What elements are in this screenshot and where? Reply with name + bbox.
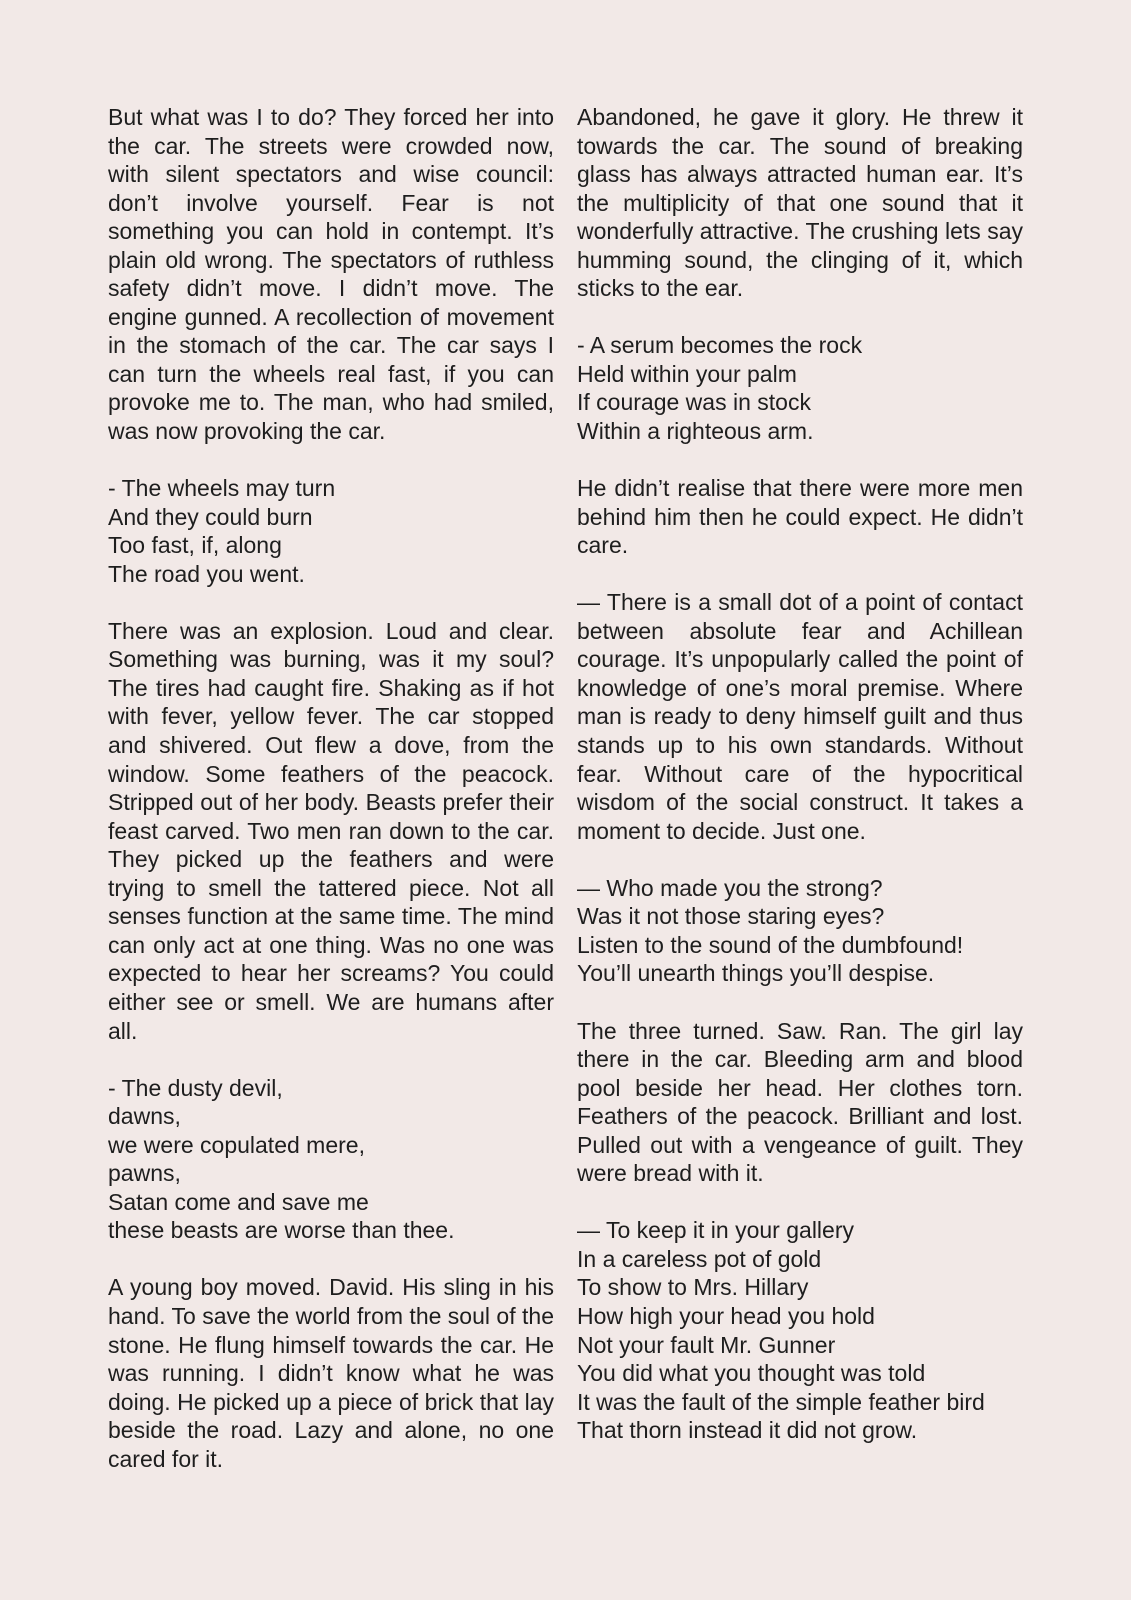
- verse-line: How high your head you hold: [577, 1302, 875, 1329]
- verse-line: Held within your palm: [577, 360, 797, 387]
- paragraph: — There is a small dot of a point of contact between absolute fear and Achillean courage. It’s unpopularly called the point of knowledge of one’s moral premise. Where man is ready to deny himself guilt and thus stands up to his own standards. Without fear. Without care of the hypocritical wisdom of the social construct. It takes a moment to decide. Just one.: [577, 589, 1023, 844]
- verse-line: If courage was in stock: [577, 389, 811, 416]
- verse-line: That thorn instead it did not grow.: [577, 1417, 918, 1444]
- paragraph: He didn’t realise that there were more men behind him then he could expect. He didn’t care.: [577, 475, 1023, 559]
- verse-line: Too fast, if, along: [108, 532, 282, 559]
- verse-line: It was the fault of the simple feather bird: [577, 1388, 985, 1415]
- verse-line: these beasts are worse than thee.: [108, 1217, 455, 1244]
- verse-line: The road you went.: [108, 560, 305, 587]
- verse-line: - A serum becomes the rock: [577, 332, 863, 359]
- verse-line: Not your fault Mr. Gunner: [577, 1331, 836, 1358]
- verse-line: pawns,: [108, 1160, 181, 1187]
- verse-line: we were copulated mere,: [108, 1131, 365, 1158]
- verse-line: Satan come and save me: [108, 1188, 369, 1215]
- paragraph: Abandoned, he gave it glory. He threw it towards the car. The sound of breaking glass has always attracted human ear. It’s the multiplicity of that one sound that it wonderfully attractive. The crushing lets say humming sound, the clinging of it, which sticks to the ear.: [577, 104, 1023, 302]
- verse-line: — Who made you the strong?: [577, 874, 883, 901]
- paragraph: The three turned. Saw. Ran. The girl lay there in the car. Bleeding arm and blood pool beside her head. Her clothes torn. Feathers of the peacock. Brilliant and lost. Pulled out with a vengeance of guilt. They were bread with it.: [577, 1017, 1023, 1187]
- verse-line: - The wheels may turn: [108, 475, 336, 502]
- verse: [577, 331, 1023, 445]
- verse-line: - The dusty devil,: [108, 1074, 283, 1101]
- verse-line: dawns,: [108, 1103, 181, 1130]
- verse-line: — To keep it in your gallery: [577, 1217, 854, 1244]
- verse-line: To show to Mrs. Hillary: [577, 1274, 809, 1301]
- verse-line: Listen to the sound of the dumbfound!: [577, 931, 964, 958]
- paragraph: There was an explosion. Loud and clear. Something was burning, was it my soul? The tires had caught fire. Shaking as if hot with fever, yellow fever. The car stopped and shivered. Out flew a dove, from the window. Some feathers of the peacock. Stripped out of her body. Beasts prefer their feast carved. Two men ran down to the car. They picked up the feathers and were trying to smell the tattered piece. Not all senses function at the same time. The mind can only act at one thing. Was no one was expected to hear her screams? You could either see or smell. We are humans after all.: [108, 617, 554, 1044]
- verse: [108, 474, 554, 588]
- paragraph: A young boy moved. David. His sling in his hand. To save the world from the soul of the stone. He flung himself towards the car. He was running. I didn’t know what he was doing. He picked up a piece of brick that lay beside the road. Lazy and alone, no one cared for it.: [108, 1274, 554, 1472]
- verse-line: In a careless pot of gold: [577, 1245, 822, 1272]
- paragraph: But what was I to do? They forced her into the car. The streets were crowded now, with silent spectators and wise council: don’t involve yourself. Fear is not something you can hold in contempt. It’s plain old wrong. The spectators of ruthless safety didn’t move. I didn’t move. The engine gunned. A recollection of movement in the stomach of the car. The car says I can turn the wheels real fast, if you can provoke me to. The man, who had smiled, was now provoking the car.: [108, 104, 554, 445]
- verse: [577, 874, 1023, 988]
- verse-line: Was it not those staring eyes?: [577, 903, 885, 930]
- verse-line: You’ll unearth things you’ll despise.: [577, 960, 935, 987]
- verse-line: You did what you thought was told: [577, 1360, 926, 1387]
- right-column: [577, 103, 1023, 1473]
- verse-line: And they could burn: [108, 503, 313, 530]
- verse-line: Within a righteous arm.: [577, 418, 814, 445]
- verse: [108, 1074, 554, 1245]
- verse: [577, 1216, 1023, 1444]
- left-column: [108, 103, 554, 1502]
